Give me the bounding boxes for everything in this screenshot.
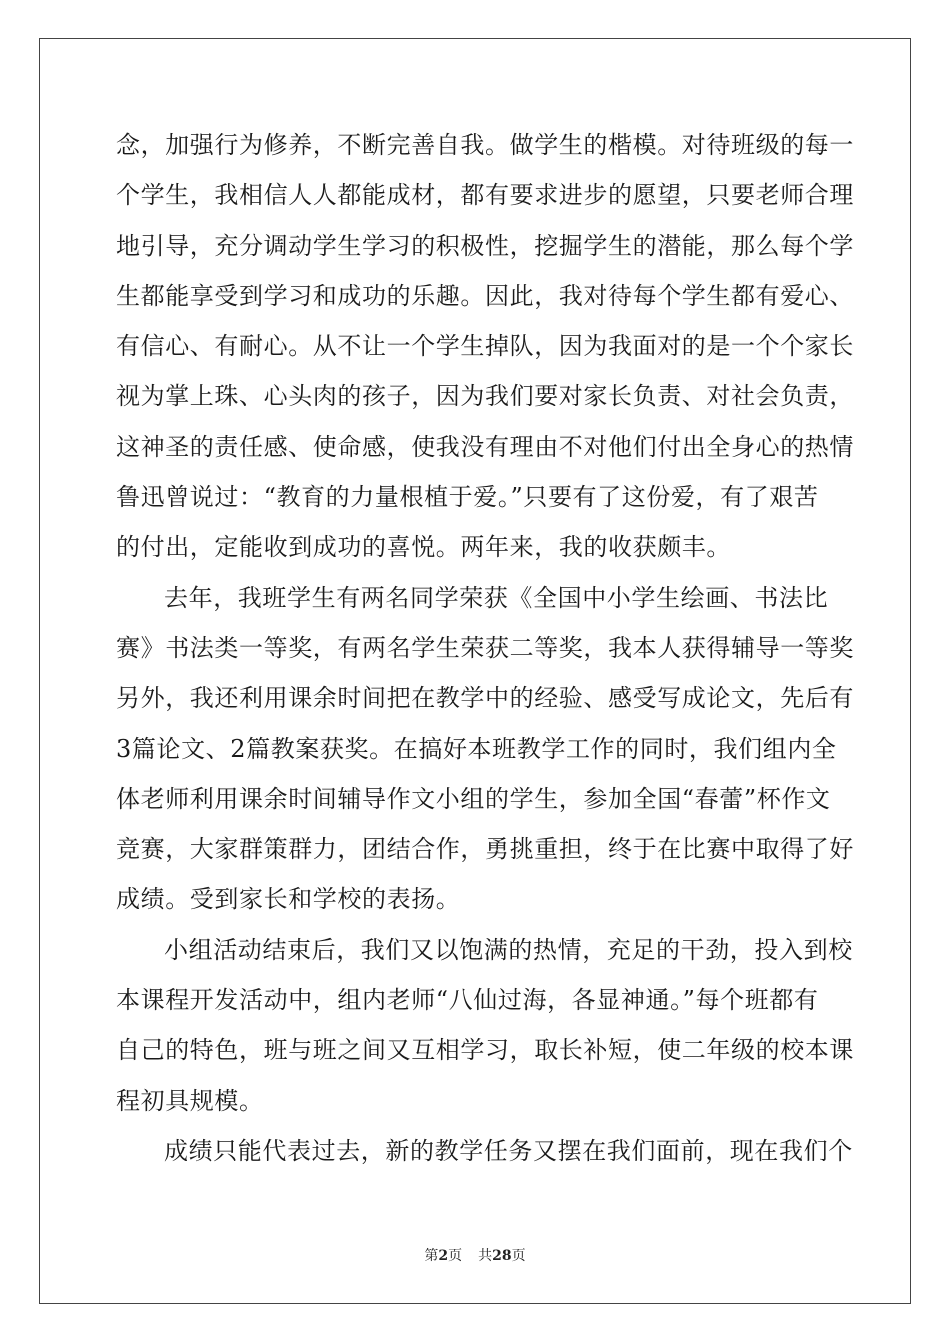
text-line: 本课程开发活动中，组内老师“八仙过海，各显神通。”每个班都有 xyxy=(116,986,819,1015)
text-line: 鲁迅曾说过：“教育的力量根植于爱。”只要有了这份爱，有了艰苦 xyxy=(116,483,819,512)
total-page-count: 28 xyxy=(492,1248,512,1264)
text-line: 体老师利用课余时间辅导作文小组的学生，参加全国“春蕾”杯作文 xyxy=(116,784,831,813)
paragraph-start-line: 去年，我班学生有两名同学荣获《全国中小学生绘画、书法比 xyxy=(164,583,829,612)
text-line: 竞赛，大家群策群力，团结合作，勇挑重担，终于在比赛中取得了好 xyxy=(116,835,854,864)
text-line: 有信心、有耐心。从不让一个学生掉队，因为我面对的是一个个家长 xyxy=(116,332,854,361)
page-prefix: 第 xyxy=(424,1248,439,1264)
text-line: 另外，我还利用课余时间把在教学中的经验、感受写成论文，先后有 xyxy=(116,684,854,713)
text-line: 成绩。受到家长和学校的表扬。 xyxy=(116,885,461,914)
text-line: 自己的特色，班与班之间又互相学习，取长补短，使二年级的校本课 xyxy=(116,1036,854,1065)
text-line: 个学生，我相信人人都能成材，都有要求进步的愿望，只要老师合理 xyxy=(116,181,854,210)
text-line: 3篇论文、2篇教案获奖。在搞好本班教学工作的同时，我们组内全 xyxy=(116,734,837,763)
page-suffix: 页 xyxy=(448,1248,463,1264)
total-suffix: 页 xyxy=(511,1248,526,1264)
page-footer xyxy=(0,1246,950,1266)
text-line: 程初具规模。 xyxy=(116,1086,264,1115)
text-line: 的付出，定能收到成功的喜悦。两年来，我的收获颇丰。 xyxy=(116,533,731,562)
text-line: 赛》书法类一等奖，有两名学生荣获二等奖，我本人获得辅导一等奖 xyxy=(116,633,854,662)
text-line: 念，加强行为修养，不断完善自我。做学生的楷模。对待班级的每一 xyxy=(116,131,854,159)
total-prefix: 共 xyxy=(478,1248,493,1264)
text-line: 视为掌上珠、心头肉的孩子，因为我们要对家长负责、对社会负责， xyxy=(116,382,854,411)
text-line: 这神圣的责任感、使命感，使我没有理由不对他们付出全身心的热情 xyxy=(116,432,854,461)
text-line: 生都能享受到学习和成功的乐趣。因此，我对待每个学生都有爱心、 xyxy=(116,281,854,310)
text-line: 地引导，充分调动学生学习的积极性，挖掘学生的潜能，那么每个学 xyxy=(116,231,854,260)
current-page-number: 2 xyxy=(438,1248,449,1264)
paragraph-start-line: 成绩只能代表过去，新的教学任务又摆在我们面前，现在我们个 xyxy=(164,1136,853,1165)
paragraph-start-line: 小组活动结束后，我们又以饱满的热情，充足的干劲，投入到校 xyxy=(164,935,853,964)
document-body xyxy=(116,120,854,1176)
